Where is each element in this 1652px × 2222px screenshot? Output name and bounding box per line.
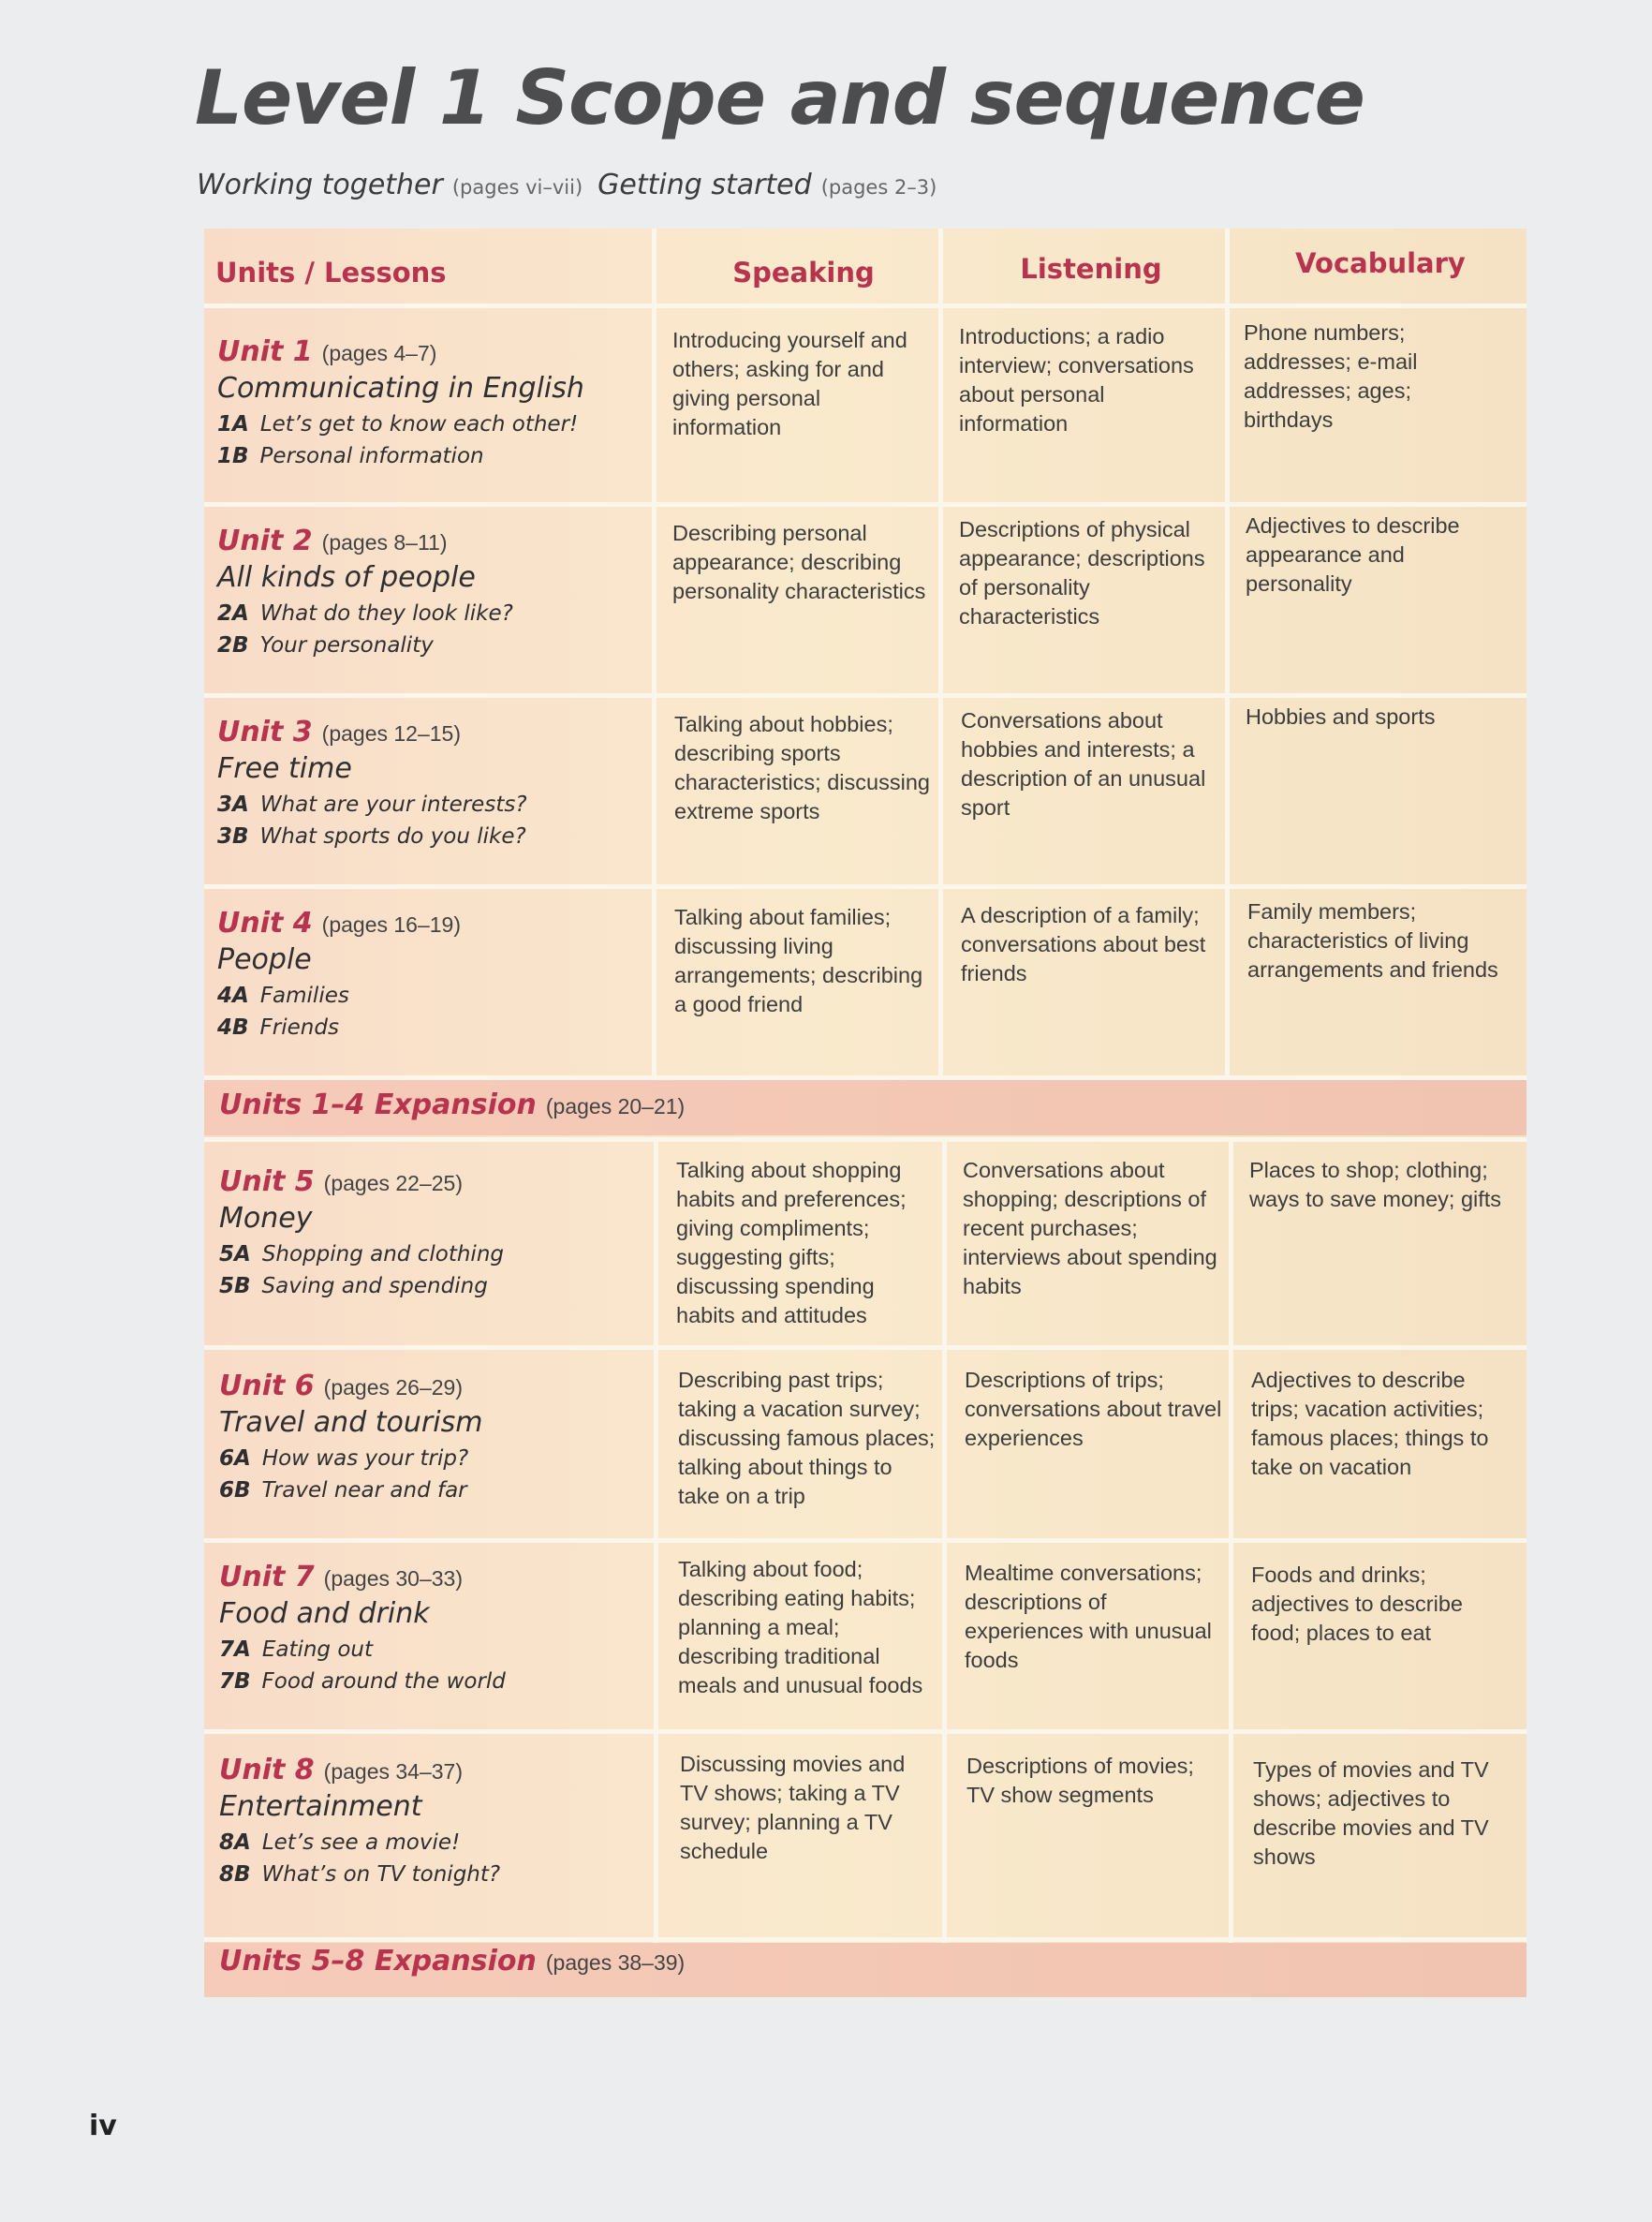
lesson-7b: 7B Food around the world <box>219 1669 506 1694</box>
unit-title: Unit 8 <box>219 1754 315 1786</box>
unit-1-vocabulary: Phone numbers; addresses; e-mail addresses; ages; birthdays <box>1244 320 1418 432</box>
unit-7-vocabulary: Foods and drinks; adjectives to describe food; places to eat <box>1251 1563 1463 1645</box>
lesson-6b: 6B Travel near and far <box>219 1478 467 1503</box>
row-divider <box>204 1937 1527 1942</box>
lesson-2b: 2B Your personality <box>217 633 434 658</box>
row-divider <box>204 304 1527 308</box>
unit-pages: (pages 16–19) <box>321 912 462 937</box>
unit-6-speaking: Describing past trips; taking a vacation survey; discussing famous places; talking about things to take on a trip <box>678 1368 936 1508</box>
unit-name: People <box>217 943 312 976</box>
unit-name: Travel and tourism <box>219 1406 483 1439</box>
unit-3-vocabulary: Hobbies and sports <box>1246 704 1436 729</box>
row-divider <box>204 884 1527 889</box>
lesson-4a: 4A Families <box>217 984 349 1008</box>
lesson-1a: 1A Let’s get to know each other! <box>217 412 579 437</box>
unit-4-cell <box>217 907 639 1040</box>
unit-name: Money <box>219 1202 313 1235</box>
unit-name: All kinds of people <box>217 561 476 594</box>
unit-name: Communicating in English <box>217 372 584 405</box>
unit-1-listening: Introductions; a radio interview; conversations about personal information <box>959 324 1194 436</box>
unit-name: Entertainment <box>219 1790 422 1823</box>
expansion-5-8 <box>219 1945 1437 1978</box>
lesson-1b: 1B Personal information <box>217 444 484 468</box>
unit-pages: (pages 34–37) <box>323 1759 464 1784</box>
unit-3-speaking: Talking about hobbies; describing sports characteristics; discussing extreme sports <box>674 712 930 823</box>
lesson-8b: 8B What’s on TV tonight? <box>219 1862 501 1887</box>
lesson-7a: 7A Eating out <box>219 1637 374 1662</box>
working-together: Working together <box>197 169 443 201</box>
unit-7-listening: Mealtime conversations; descriptions of experiences with unusual foods <box>965 1561 1212 1672</box>
lesson-3b: 3B What sports do you like? <box>217 824 526 849</box>
header-vocabulary: Vocabulary <box>1295 247 1466 279</box>
scope-table <box>204 229 1527 1997</box>
unit-6-cell <box>219 1370 641 1503</box>
unit-title: Unit 3 <box>217 716 313 748</box>
unit-5-speaking: Talking about shopping habits and preferences; giving compliments; suggesting gifts; discussing spending habits and attitudes <box>676 1158 907 1327</box>
row-divider <box>204 693 1527 698</box>
lesson-6a: 6A How was your trip? <box>219 1446 469 1471</box>
unit-8-vocabulary: Types of movies and TV shows; adjectives to describe movies and TV shows <box>1253 1757 1489 1869</box>
unit-2-cell <box>217 525 639 658</box>
header-units-lessons: Units / Lessons <box>215 257 447 289</box>
unit-title: Unit 6 <box>219 1370 315 1402</box>
unit-6-listening: Descriptions of trips; conversations about travel experiences <box>965 1368 1222 1450</box>
lesson-2a: 2A What do they look like? <box>217 601 513 626</box>
row-divider <box>204 1538 1527 1543</box>
header-listening: Listening <box>1020 253 1162 285</box>
unit-8-speaking: Discussing movies and TV shows; taking a TV survey; planning a TV schedule <box>680 1752 906 1863</box>
getting-started-pages: (pages 2–3) <box>820 176 937 199</box>
unit-3-cell <box>217 716 639 849</box>
subtitle <box>197 169 951 201</box>
expansion-pages: (pages 38–39) <box>545 1950 686 1975</box>
page-title: Level 1 Scope and sequence <box>195 54 1364 141</box>
unit-title: Unit 7 <box>219 1561 315 1593</box>
unit-pages: (pages 8–11) <box>321 530 448 555</box>
expansion-1-4 <box>219 1089 1437 1121</box>
unit-pages: (pages 4–7) <box>321 341 437 365</box>
unit-2-vocabulary: Adjectives to describe appearance and personality <box>1246 513 1460 596</box>
lesson-3a: 3A What are your interests? <box>217 793 527 817</box>
unit-7-cell <box>219 1561 641 1694</box>
unit-5-vocabulary: Places to shop; clothing; ways to save money; gifts <box>1249 1158 1502 1211</box>
row-divider <box>204 502 1527 507</box>
row-divider <box>204 1729 1527 1734</box>
lesson-4b: 4B Friends <box>217 1015 339 1040</box>
unit-title: Unit 2 <box>217 525 313 557</box>
expansion-title: Units 1–4 Expansion <box>219 1089 537 1121</box>
unit-title: Unit 5 <box>219 1165 315 1198</box>
header-speaking: Speaking <box>732 257 875 289</box>
unit-6-vocabulary: Adjectives to describe trips; vacation activities; famous places; things to take on vacation <box>1251 1368 1489 1479</box>
expansion-pages: (pages 20–21) <box>545 1094 686 1118</box>
unit-title: Unit 1 <box>217 335 313 368</box>
unit-name: Food and drink <box>219 1597 430 1630</box>
unit-2-speaking: Describing personal appearance; describing personality characteristics <box>672 521 926 603</box>
unit-5-cell <box>219 1165 641 1298</box>
unit-pages: (pages 22–25) <box>323 1171 464 1195</box>
unit-pages: (pages 26–29) <box>323 1375 464 1400</box>
unit-7-speaking: Talking about food; describing eating habits; planning a meal; describing traditional meals and unusual foods <box>678 1557 923 1697</box>
lesson-5a: 5A Shopping and clothing <box>219 1242 504 1267</box>
unit-4-listening: A description of a family; conversations about best friends <box>961 903 1206 985</box>
expansion-title: Units 5–8 Expansion <box>219 1945 537 1978</box>
unit-name: Free time <box>217 752 352 785</box>
unit-pages: (pages 12–15) <box>321 721 462 746</box>
unit-pages: (pages 30–33) <box>323 1566 464 1591</box>
unit-8-cell <box>219 1754 641 1887</box>
row-divider <box>204 1137 1527 1142</box>
column-divider <box>652 229 656 1079</box>
getting-started: Getting started <box>597 169 812 201</box>
page-number: iv <box>89 2110 117 2142</box>
row-divider <box>204 1075 1527 1080</box>
lesson-5b: 5B Saving and spending <box>219 1274 488 1298</box>
unit-1-cell <box>217 335 639 468</box>
row-divider <box>204 1345 1527 1350</box>
unit-title: Unit 4 <box>217 907 313 940</box>
unit-2-listening: Descriptions of physical appearance; descriptions of personality characteristics <box>959 517 1205 629</box>
unit-4-speaking: Talking about families; discussing living arrangements; describing a good friend <box>674 905 923 1016</box>
unit-5-listening: Conversations about shopping; descriptions of recent purchases; interviews about spending habits <box>963 1158 1217 1298</box>
unit-4-vocabulary: Family members; characteristics of living arrangements and friends <box>1247 899 1498 982</box>
unit-1-speaking: Introducing yourself and others; asking for and giving personal information <box>672 328 907 439</box>
column-divider <box>654 1137 658 1943</box>
lesson-8a: 8A Let’s see a movie! <box>219 1830 461 1855</box>
unit-8-listening: Descriptions of movies; TV show segments <box>966 1754 1194 1807</box>
working-together-pages: (pages vi–vii) <box>451 176 583 199</box>
unit-3-listening: Conversations about hobbies and interests; a description of an unusual sport <box>961 708 1206 820</box>
